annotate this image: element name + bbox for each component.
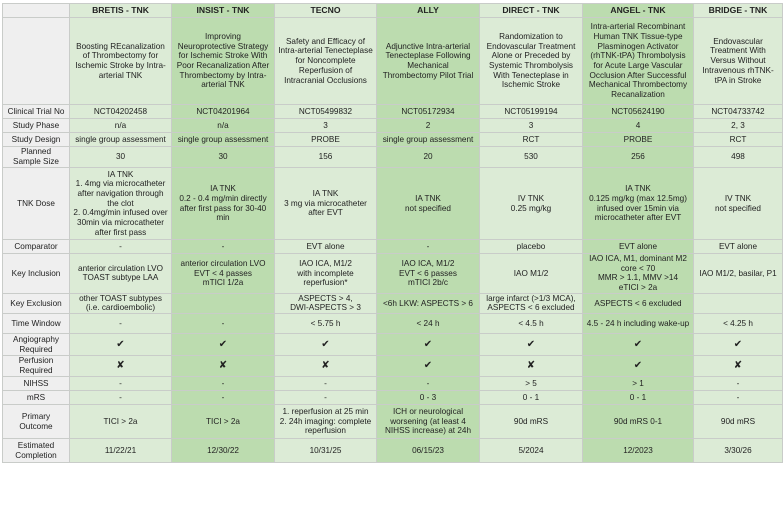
row-nct <box>3 105 783 119</box>
cell-nct-6: NCT05624190 <box>583 105 694 119</box>
trial-header-3: TECNO <box>275 4 377 18</box>
row-angiography <box>3 334 783 356</box>
cell-size-1: 30 <box>70 147 172 168</box>
row-label-completion: Estimated Completion <box>3 439 70 463</box>
cell-completion-6: 12/2023 <box>583 439 694 463</box>
cell-angiography-2: ✔ <box>172 334 275 356</box>
cell-title-2: Improving Neuroprotective Strategy for Ischemic Stroke With Poor Recanalization After Thrombectomy by Intra-arterial TNK <box>172 18 275 105</box>
cell-window-3: < 5.75 h <box>275 314 377 334</box>
row-dose <box>3 168 783 240</box>
cell-phase-4: 2 <box>377 119 480 133</box>
cell-mrs-1: - <box>70 391 172 405</box>
row-name <box>3 4 783 18</box>
cell-comparator-3: EVT alone <box>275 240 377 254</box>
cell-design-4: single group assessment <box>377 133 480 147</box>
row-inclusion <box>3 254 783 294</box>
cell-title-3: Safety and Efficacy of Intra-arterial Tenecteplase for Noncomplete Reperfusion of Intracranial Occlusions <box>275 18 377 105</box>
trial-header-2: INSIST - TNK <box>172 4 275 18</box>
cell-inclusion-3: IAO ICA, M1/2 with incomplete reperfusion* <box>275 254 377 294</box>
cell-outcome-7: 90d mRS <box>694 405 783 439</box>
row-label-comparator: Comparator <box>3 240 70 254</box>
row-outcome <box>3 405 783 439</box>
cell-completion-1: 11/22/21 <box>70 439 172 463</box>
row-label-nct: Clinical Trial No <box>3 105 70 119</box>
corner-cell <box>3 4 70 18</box>
cell-title-7: Endovascular Treatment With Versus Without Intravenous rhTNK-tPA in Stroke <box>694 18 783 105</box>
row-comparator <box>3 240 783 254</box>
cell-perfusion-5: ✘ <box>480 356 583 377</box>
cell-nihss-7: - <box>694 377 783 391</box>
row-label-dose: TNK Dose <box>3 168 70 240</box>
cell-size-4: 20 <box>377 147 480 168</box>
cell-angiography-6: ✔ <box>583 334 694 356</box>
row-label-angiography: Angiography Required <box>3 334 70 356</box>
cell-phase-7: 2, 3 <box>694 119 783 133</box>
cell-nihss-1: - <box>70 377 172 391</box>
cell-dose-4: IA TNK not specified <box>377 168 480 240</box>
cell-mrs-7: - <box>694 391 783 405</box>
row-design <box>3 133 783 147</box>
cell-nct-7: NCT04733742 <box>694 105 783 119</box>
cell-angiography-5: ✔ <box>480 334 583 356</box>
trial-header-5: DIRECT - TNK <box>480 4 583 18</box>
cell-size-6: 256 <box>583 147 694 168</box>
cell-dose-3: IA TNK 3 mg via microcatheter after EVT <box>275 168 377 240</box>
cell-comparator-6: EVT alone <box>583 240 694 254</box>
cell-nihss-2: - <box>172 377 275 391</box>
cell-nihss-6: > 1 <box>583 377 694 391</box>
cell-outcome-5: 90d mRS <box>480 405 583 439</box>
cell-window-4: < 24 h <box>377 314 480 334</box>
cell-dose-7: IV TNK not specified <box>694 168 783 240</box>
cell-comparator-5: placebo <box>480 240 583 254</box>
row-label-phase: Study Phase <box>3 119 70 133</box>
cell-mrs-3: - <box>275 391 377 405</box>
cell-phase-2: n/a <box>172 119 275 133</box>
trial-comparison-table <box>2 3 783 463</box>
row-label-perfusion: Perfusion Required <box>3 356 70 377</box>
cell-window-7: < 4.25 h <box>694 314 783 334</box>
cell-perfusion-1: ✘ <box>70 356 172 377</box>
cell-angiography-1: ✔ <box>70 334 172 356</box>
trial-comparison-table-container <box>2 3 783 463</box>
cell-nct-1: NCT04202458 <box>70 105 172 119</box>
cell-exclusion-3: ASPECTS > 4, DWI-ASPECTS > 3 <box>275 293 377 313</box>
cell-perfusion-3: ✘ <box>275 356 377 377</box>
row-size <box>3 147 783 168</box>
row-window <box>3 314 783 334</box>
row-label-mrs: mRS <box>3 391 70 405</box>
cell-inclusion-1: anterior circulation LVO TOAST subtype LAA <box>70 254 172 294</box>
cell-nct-5: NCT05199194 <box>480 105 583 119</box>
row-perfusion <box>3 356 783 377</box>
cell-completion-2: 12/30/22 <box>172 439 275 463</box>
cell-design-3: PROBE <box>275 133 377 147</box>
cell-phase-1: n/a <box>70 119 172 133</box>
cell-nct-4: NCT05172934 <box>377 105 480 119</box>
row-exclusion <box>3 293 783 313</box>
cell-phase-6: 4 <box>583 119 694 133</box>
cell-design-7: RCT <box>694 133 783 147</box>
row-label-title <box>3 18 70 105</box>
cell-comparator-7: EVT alone <box>694 240 783 254</box>
cell-design-6: PROBE <box>583 133 694 147</box>
row-mrs <box>3 391 783 405</box>
cell-inclusion-4: IAO ICA, M1/2 EVT < 6 passes mTICI 2b/c <box>377 254 480 294</box>
row-label-nihss: NIHSS <box>3 377 70 391</box>
cell-size-2: 30 <box>172 147 275 168</box>
trial-header-1: BRETIS - TNK <box>70 4 172 18</box>
cell-completion-7: 3/30/26 <box>694 439 783 463</box>
row-label-size: Planned Sample Size <box>3 147 70 168</box>
row-label-exclusion: Key Exclusion <box>3 293 70 313</box>
row-label-inclusion: Key Inclusion <box>3 254 70 294</box>
cell-outcome-6: 90d mRS 0-1 <box>583 405 694 439</box>
row-title <box>3 18 783 105</box>
row-nihss <box>3 377 783 391</box>
cell-nihss-5: > 5 <box>480 377 583 391</box>
cell-mrs-2: - <box>172 391 275 405</box>
cell-title-1: Boosting REcanalization of Thrombectomy for Ischemic Stroke by Intra-arterial TNK <box>70 18 172 105</box>
table-body <box>3 4 783 463</box>
cell-perfusion-6: ✔ <box>583 356 694 377</box>
cell-mrs-5: 0 - 1 <box>480 391 583 405</box>
cell-window-2: - <box>172 314 275 334</box>
cell-perfusion-2: ✘ <box>172 356 275 377</box>
cell-size-3: 156 <box>275 147 377 168</box>
row-completion <box>3 439 783 463</box>
cell-angiography-3: ✔ <box>275 334 377 356</box>
trial-header-7: BRIDGE - TNK <box>694 4 783 18</box>
trial-header-4: ALLY <box>377 4 480 18</box>
cell-comparator-1: - <box>70 240 172 254</box>
cell-outcome-1: TICI > 2a <box>70 405 172 439</box>
cell-dose-2: IA TNK 0.2 - 0.4 mg/min directly after first pass for 30-40 min <box>172 168 275 240</box>
row-label-outcome: Primary Outcome <box>3 405 70 439</box>
cell-angiography-7: ✔ <box>694 334 783 356</box>
cell-exclusion-4: <6h LKW: ASPECTS > 6 <box>377 293 480 313</box>
cell-exclusion-6: ASPECTS < 6 excluded <box>583 293 694 313</box>
cell-design-2: single group assessment <box>172 133 275 147</box>
cell-outcome-3: 1. reperfusion at 25 min 2. 24h imaging: complete reperfusion <box>275 405 377 439</box>
cell-inclusion-5: IAO M1/2 <box>480 254 583 294</box>
cell-phase-5: 3 <box>480 119 583 133</box>
cell-design-5: RCT <box>480 133 583 147</box>
cell-window-6: 4.5 - 24 h including wake-up <box>583 314 694 334</box>
cell-outcome-4: ICH or neurological worsening (at least 4 NIHSS increase) at 24h <box>377 405 480 439</box>
cell-nct-2: NCT04201964 <box>172 105 275 119</box>
cell-title-4: Adjunctive Intra-arterial Tenecteplase Following Mechanical Thrombectomy Pilot Trial <box>377 18 480 105</box>
cell-exclusion-2 <box>172 293 275 313</box>
cell-window-5: < 4.5 h <box>480 314 583 334</box>
cell-size-5: 530 <box>480 147 583 168</box>
row-phase <box>3 119 783 133</box>
cell-completion-3: 10/31/25 <box>275 439 377 463</box>
cell-inclusion-7: IAO M1/2, basilar, P1 <box>694 254 783 294</box>
cell-comparator-4: - <box>377 240 480 254</box>
cell-mrs-6: 0 - 1 <box>583 391 694 405</box>
cell-dose-1: IA TNK 1. 4mg via microcatheter after navigation through the clot 2. 0.4mg/min infused over 30min via microcatheter after first pass <box>70 168 172 240</box>
row-label-window: Time Window <box>3 314 70 334</box>
cell-outcome-2: TICI > 2a <box>172 405 275 439</box>
cell-window-1: - <box>70 314 172 334</box>
cell-nihss-4: - <box>377 377 480 391</box>
cell-size-7: 498 <box>694 147 783 168</box>
cell-phase-3: 3 <box>275 119 377 133</box>
trial-header-6: ANGEL - TNK <box>583 4 694 18</box>
cell-design-1: single group assessment <box>70 133 172 147</box>
row-label-design: Study Design <box>3 133 70 147</box>
cell-nct-3: NCT05499832 <box>275 105 377 119</box>
cell-comparator-2: - <box>172 240 275 254</box>
cell-nihss-3: - <box>275 377 377 391</box>
cell-dose-6: IA TNK 0.125 mg/kg (max 12.5mg) infused over 15min via microcatheter after EVT <box>583 168 694 240</box>
cell-title-5: Randomization to Endovascular Treatment Alone or Preceded by Systemic Thrombolysis With Tenecteplase in Ischemic Stroke <box>480 18 583 105</box>
cell-completion-4: 06/15/23 <box>377 439 480 463</box>
cell-completion-5: 5/2024 <box>480 439 583 463</box>
cell-dose-5: IV TNK 0.25 mg/kg <box>480 168 583 240</box>
cell-exclusion-1: other TOAST subtypes (i.e. cardioembolic) <box>70 293 172 313</box>
cell-title-6: Intra-arterial Recombinant Human TNK Tissue-type Plasminogen Activator (rhTNK-tPA) Thrombolysis for Acute Large Vascular Occlusion After Successful Mechanical Thrombectomy Recanalization <box>583 18 694 105</box>
cell-exclusion-5: large infarct (>1/3 MCA), ASPECTS < 6 excluded <box>480 293 583 313</box>
cell-inclusion-6: IAO ICA, M1, dominant M2 core < 70 MMR > 1.1, MMV >14 eTICI > 2a <box>583 254 694 294</box>
cell-perfusion-7: ✘ <box>694 356 783 377</box>
cell-angiography-4: ✔ <box>377 334 480 356</box>
cell-exclusion-7 <box>694 293 783 313</box>
cell-mrs-4: 0 - 3 <box>377 391 480 405</box>
cell-perfusion-4: ✔ <box>377 356 480 377</box>
cell-inclusion-2: anterior circulation LVO EVT < 4 passes mTICI 1/2a <box>172 254 275 294</box>
